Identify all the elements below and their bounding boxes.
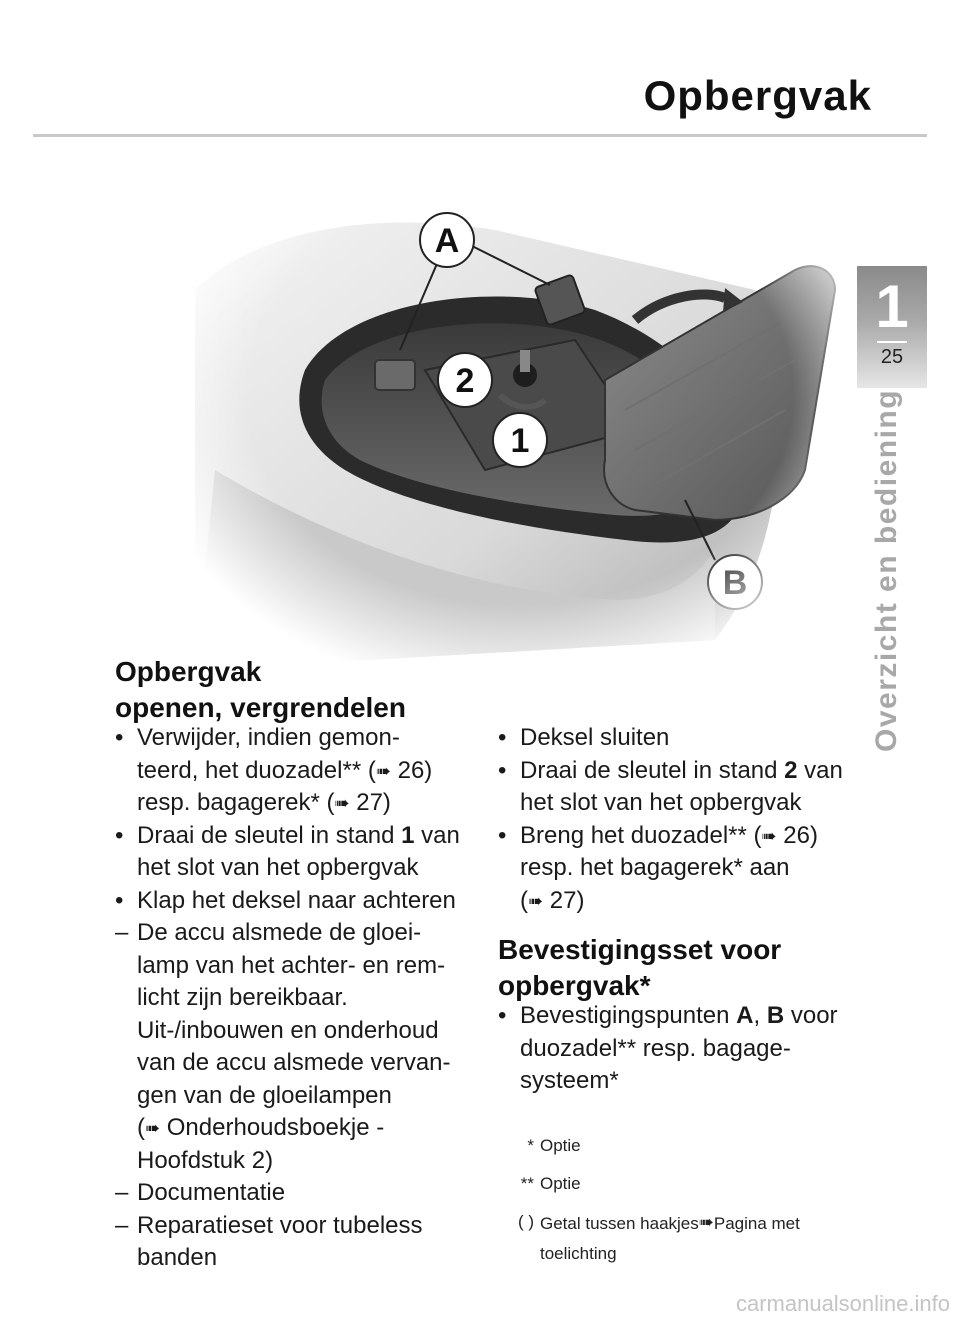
storage-compartment-illustration xyxy=(195,170,845,670)
left-column xyxy=(115,722,485,1275)
bullet: • xyxy=(498,724,507,751)
footnote-text: Optie xyxy=(540,1174,581,1193)
bullet: • xyxy=(498,756,507,784)
right-column xyxy=(498,722,868,917)
list-item-text xyxy=(137,820,485,853)
bullet: – xyxy=(115,919,129,946)
list-item-text: licht zijn bereikbaar. xyxy=(137,984,348,1011)
text-part: ( xyxy=(137,1114,145,1141)
text-part: voor xyxy=(784,1002,838,1029)
arrow-right-icon: ➠ xyxy=(334,793,350,813)
list-item-text: van de accu alsmede vervan- xyxy=(137,1049,451,1076)
arrow-right-icon: ➠ xyxy=(145,1118,161,1138)
text-part: Draai de sleutel in stand xyxy=(137,821,402,849)
list-item-text: Reparatieset voor tubeless xyxy=(137,1211,423,1239)
list-item-text: gen van de gloeilampen xyxy=(137,1081,392,1109)
list-item-text: duozadel** resp. bagage- xyxy=(520,1034,791,1062)
page-title: Opbergvak xyxy=(643,72,872,119)
watermark: carmanualsonline.info xyxy=(735,1291,950,1316)
page-ref: 27) xyxy=(349,789,391,816)
footnote-mark: * xyxy=(527,1136,534,1155)
list-item xyxy=(115,820,485,885)
list-item-text: banden xyxy=(137,1244,218,1271)
text-part: resp. bagagerek* ( xyxy=(137,789,335,816)
text-part: Draai de sleutel in stand xyxy=(520,756,785,784)
key-position: 1 xyxy=(401,821,415,849)
list-item xyxy=(498,820,868,918)
list-item xyxy=(498,722,868,755)
key-position: 2 xyxy=(784,756,798,784)
list-item-text: het slot van het opbergvak xyxy=(137,854,419,881)
footnotes xyxy=(508,1127,800,1273)
list-item xyxy=(115,1210,485,1275)
bullet: • xyxy=(498,821,507,849)
text-part: Bevestigingspunten xyxy=(520,1002,737,1029)
list-item-text: De accu alsmede de gloei- xyxy=(137,919,422,946)
footnote xyxy=(508,1203,800,1243)
header-divider xyxy=(33,134,927,137)
footnote-mark: ( ) xyxy=(517,1212,534,1231)
list-item-text: Uit-/inbouwen en onderhoud xyxy=(137,1016,439,1044)
bullet: • xyxy=(498,1002,507,1029)
footnote xyxy=(508,1165,800,1203)
list-item-text: Documentatie xyxy=(137,1179,286,1206)
page-number: 25 xyxy=(880,346,904,368)
list-item xyxy=(115,722,485,820)
page-ref: 26) xyxy=(390,756,433,784)
footnote xyxy=(508,1127,800,1165)
arrow-right-icon: ➠ xyxy=(528,890,544,911)
list-item-text: Hoofdstuk 2) xyxy=(137,1146,274,1174)
list-item-text: systeem* xyxy=(520,1067,619,1094)
footnote-text: Pagina met xyxy=(713,1214,800,1233)
text-part: Breng het duozadel** ( xyxy=(520,821,762,849)
text-part: , xyxy=(753,1002,767,1029)
bullet: • xyxy=(115,821,124,849)
mounting-kit-text xyxy=(498,1000,868,1098)
list-item-text xyxy=(520,885,868,918)
text-part: van xyxy=(414,821,460,849)
section-heading-open-lock xyxy=(115,654,406,726)
list-item-text: het slot van het opbergvak xyxy=(520,789,802,816)
text-part: Onderhoudsboekje - xyxy=(160,1114,385,1141)
list-item-text: resp. het bagagerek* aan xyxy=(520,854,790,881)
section-heading-line: Opbergvak xyxy=(115,656,262,687)
bullet: • xyxy=(115,886,124,914)
list-item xyxy=(498,1000,868,1098)
list-item-text xyxy=(520,755,868,788)
footnote-continuation: toelichting xyxy=(540,1244,617,1263)
list-item-text xyxy=(137,1112,485,1145)
section-heading-mounting-kit xyxy=(498,932,781,1004)
chapter-divider xyxy=(877,341,907,343)
text-part: teerd, het duozadel** ( xyxy=(137,756,376,784)
chapter-side-label: Overzicht en bediening xyxy=(870,388,903,752)
point-a: A xyxy=(736,1002,754,1029)
footnote-text: Optie xyxy=(540,1136,581,1155)
page-ref: 26) xyxy=(776,821,818,849)
list-item xyxy=(115,1177,485,1210)
arrow-right-icon: ➠ xyxy=(761,825,777,846)
section-heading-line: openen, vergrendelen xyxy=(115,692,406,723)
arrow-right-icon: ➠ xyxy=(698,1212,714,1232)
list-item xyxy=(115,885,485,918)
section-heading-line: opbergvak* xyxy=(498,970,651,1001)
chapter-number: 1 xyxy=(875,273,909,340)
text-part: ( xyxy=(520,886,528,914)
text-part: van xyxy=(797,756,843,784)
list-item-text: Verwijder, indien gemon- xyxy=(137,724,400,751)
list-item-text xyxy=(137,787,485,820)
list-item-text: Deksel sluiten xyxy=(520,724,670,751)
point-b: B xyxy=(766,1002,785,1029)
bullet: • xyxy=(115,724,124,751)
page-ref: 27) xyxy=(543,886,585,914)
list-item xyxy=(115,917,485,1177)
section-heading-line: Bevestigingsset voor xyxy=(498,934,782,965)
bullet: – xyxy=(115,1211,129,1239)
list-item-text: lamp van het achter- en rem- xyxy=(137,951,446,979)
arrow-right-icon: ➠ xyxy=(375,760,391,781)
list-item-text xyxy=(520,820,868,853)
list-item-text: Klap het deksel naar achteren xyxy=(137,886,456,914)
footnote-mark: ** xyxy=(520,1174,534,1193)
footnote-text: Getal tussen haakjes xyxy=(540,1214,699,1233)
list-item-text xyxy=(137,755,485,788)
chapter-tab xyxy=(857,266,927,388)
list-item-text xyxy=(520,1000,868,1033)
bullet: – xyxy=(115,1179,129,1206)
list-item xyxy=(498,755,868,820)
